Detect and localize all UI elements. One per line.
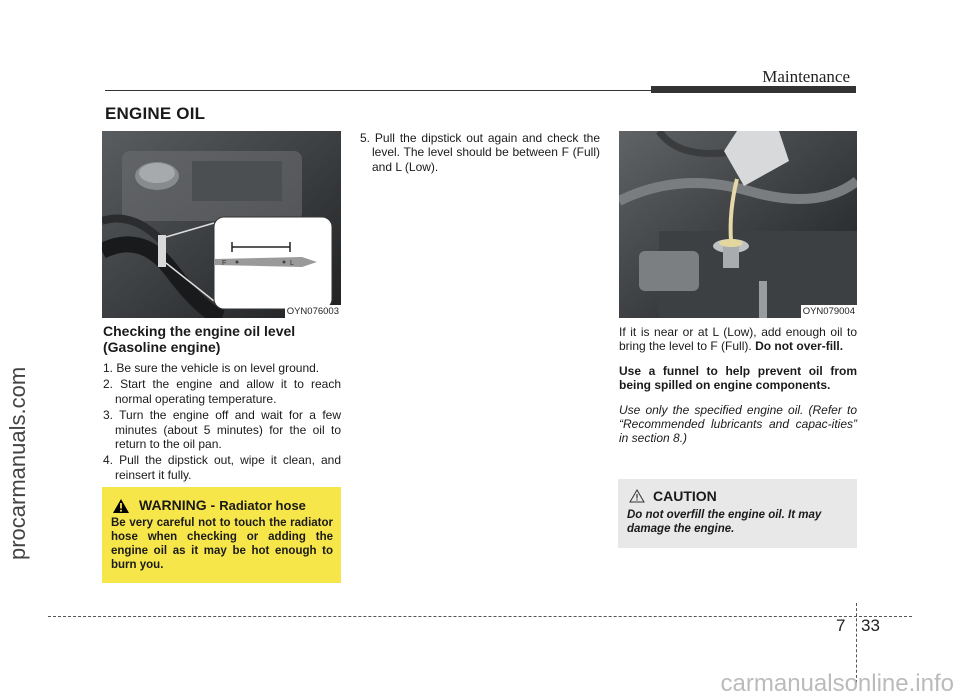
oil-pour-photo (619, 131, 857, 318)
figure-code: OYN079004 (802, 306, 855, 317)
caution-header (629, 488, 717, 504)
list-item: 2. Start the engine and allow it to reach normal operating temperature. (103, 377, 341, 406)
list-item: 3. Turn the engine off and wait for a few minutes (about 5 minutes) for the oil to return to the oil pan. (103, 408, 341, 452)
steps-list-cont (360, 131, 600, 176)
chapter-number: 7 (836, 616, 846, 635)
footer-rule (48, 616, 912, 617)
caution-title: CAUTION (653, 488, 717, 504)
overfill-note: Do not over-fill. (755, 339, 844, 354)
warning-box (102, 487, 341, 583)
engine-dipstick-photo (102, 131, 341, 318)
figure-code: OYN076003 (286, 306, 339, 317)
page-heading: ENGINE OIL (105, 104, 206, 123)
dipstick-l-mark: L (290, 260, 294, 267)
steps-list (103, 361, 341, 484)
engine-illustration (102, 131, 341, 318)
oil-pour-illustration (619, 131, 857, 318)
funnel-paragraph: Use a funnel to help prevent oil from being spilled on engine components. (619, 363, 857, 393)
warning-title: WARNING - (139, 497, 216, 513)
caution-text: Do not overfill the engine oil. It may damage the engine. (627, 509, 822, 535)
subheading: Checking the engine oil level (Gasoline engine) (103, 323, 296, 355)
section-title: Maintenance (762, 67, 850, 86)
side-watermark: procarmanuals.com (5, 366, 30, 560)
right-column (619, 325, 857, 456)
warning-text: Be very careful not to touch the radiator hose when checking or adding the engine oil as it may be hot enough to burn you. (111, 517, 333, 571)
caution-box (618, 479, 857, 548)
list-item: 5. Pull the dipstick out again and check the level. The level should be between F (Full) and L (Low). (360, 131, 600, 174)
caution-icon (629, 489, 645, 503)
list-item: 1. Be sure the vehicle is on level ground. (103, 361, 320, 375)
list-item: 4. Pull the dipstick out, wipe it clean, and reinsert it fully. (103, 453, 341, 482)
warning-subtitle: Radiator hose (219, 498, 306, 513)
warning-icon (113, 499, 129, 513)
warning-header (113, 497, 306, 513)
header-rule-thick (651, 86, 856, 93)
specified-oil-paragraph: Use only the specified engine oil. (Refer to “Recommended lubricants and capac-ities” in section 8.) (619, 402, 857, 446)
bottom-watermark: carmanualsonline.info (720, 670, 954, 697)
header-rule (105, 90, 651, 91)
dipstick-f-mark: F (222, 260, 227, 267)
page-number: 33 (861, 616, 880, 635)
add-oil-paragraph: If it is near or at L (Low), add enough oil to bring the level to F (Full). Do not over-fill. (619, 325, 857, 354)
